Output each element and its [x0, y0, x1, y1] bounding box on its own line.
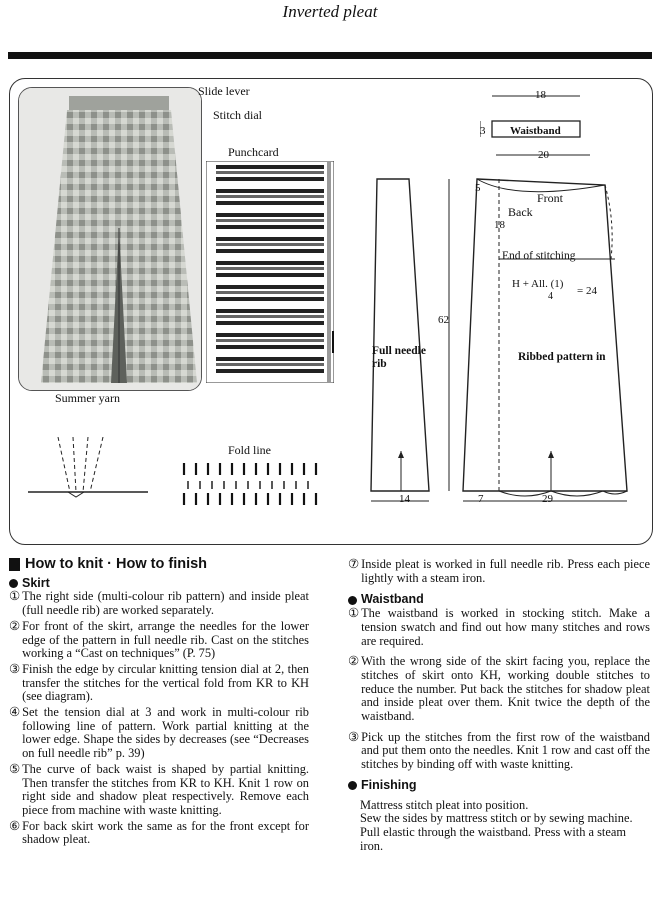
formula-result: = 24: [577, 285, 597, 297]
skirt-step-1: ① The right side (multi-colour rib pattern) and inside pleat (full needle rib) are worked separately.: [9, 589, 309, 618]
bullet-icon: [9, 579, 18, 588]
waistband-step-2: ② With the wrong side of the skirt facing you, replace the stitches of skirt onto KH, working double stitches to reduce the number. Put back the stitches for shadow pleat and inside pleat over them. Knit twice the depth of the waistband.: [348, 654, 650, 724]
skirt-step-3: ③ Finish the edge by circular knitting tension dial at 2, then transfer the stitches for the vertical fold from KR to KH (see diagram).: [9, 661, 309, 704]
right-text-column: [348, 558, 650, 853]
slide-lever-label: Slide lever: [198, 84, 250, 98]
header-rule: [8, 52, 652, 59]
punchcard-label: Punchcard: [228, 145, 279, 159]
how-to-knit-heading: How to knit · How to finish: [9, 558, 309, 572]
skirt-step-6: ⑥ For back skirt work the same as for the front except for shadow pleat.: [9, 818, 309, 847]
dim-3: 3: [480, 125, 486, 137]
full-needle-rib-label: Full needle rib: [372, 345, 426, 370]
bullet-icon: [348, 596, 357, 605]
dim-62: 62: [438, 314, 449, 326]
fold-line-diagram: [178, 459, 338, 509]
stitch-dial-label: Stitch dial: [213, 108, 262, 122]
front-label: Front: [537, 191, 564, 205]
summer-yarn-label: Summer yarn: [55, 391, 120, 405]
skirt-photo: [18, 87, 202, 391]
waistband-step-3: ③ Pick up the stitches from the first row of the waistband and put them onto the needles. Knit 1 row and cast off the stitches by binding off with waste knitting.: [348, 729, 650, 772]
skirt-pattern-pieces: [365, 171, 645, 511]
fold-line-label: Fold line: [228, 443, 272, 457]
dim-14: 14: [399, 493, 410, 505]
punchcard-diagram: [206, 161, 334, 383]
left-text-column: [9, 558, 309, 849]
dim-5: 5: [475, 182, 481, 194]
skirt-heading: Skirt: [9, 577, 309, 591]
waistband-heading: Waistband: [348, 593, 650, 607]
formula-denominator: 4: [548, 291, 553, 302]
finishing-para-2: Sew the sides by mattress stitch or by sewing machine. Pull elastic through the waistband. Press with a steam iron.: [360, 811, 633, 853]
skirt-step-7: ⑦ Inside pleat is worked in full needle rib. Press each piece lightly with a steam iron.: [348, 557, 650, 585]
skirt-step-4: ④ Set the tension dial at 3 and work in multi-colour rib following line of pattern. Work partial knitting at the lower edge. Shape the sides by decreases (see “Decreases on full needle rib” p. 39): [9, 705, 309, 761]
skirt-step-5: ⑤ The curve of back waist is shaped by partial knitting. Then transfer the stitches from KR to KH. Knit 1 row on right side and shadow pleat respectively. Remove each piece from machine with waste knitting.: [9, 761, 309, 817]
page-title: Inverted pleat: [282, 2, 378, 21]
formula-label: H + All. (1): [512, 278, 564, 290]
dim-18b: 18: [494, 219, 505, 231]
dim-29: 29: [542, 493, 553, 505]
skirt-step-2: ② For front of the skirt, arrange the needles for the lower edge of the pattern in full needle rib. Cast on the stitches working a “Cast on techniques” (P. 75): [9, 618, 309, 661]
finishing-para-1: Mattress stitch pleat into position.: [360, 797, 529, 812]
heading-square-icon: [9, 558, 20, 571]
dim-20: 20: [538, 149, 549, 161]
bullet-icon: [348, 781, 357, 790]
dim-18: 18: [535, 89, 546, 101]
dim-7: 7: [478, 493, 484, 505]
waistband-label: Waistband: [510, 125, 561, 137]
end-of-stitching-label: End of stitching: [502, 250, 576, 262]
figure-panel: [9, 78, 653, 545]
pleat-detail-diagram: [28, 437, 148, 507]
ribbed-pattern-label: Ribbed pattern in: [518, 351, 606, 363]
back-label: Back: [508, 205, 533, 219]
waistband-step-1: ① The waistband is worked in stocking stitch. Make a tension swatch and find out how many stitches and rows are required.: [348, 606, 650, 648]
finishing-heading: Finishing: [348, 779, 650, 793]
